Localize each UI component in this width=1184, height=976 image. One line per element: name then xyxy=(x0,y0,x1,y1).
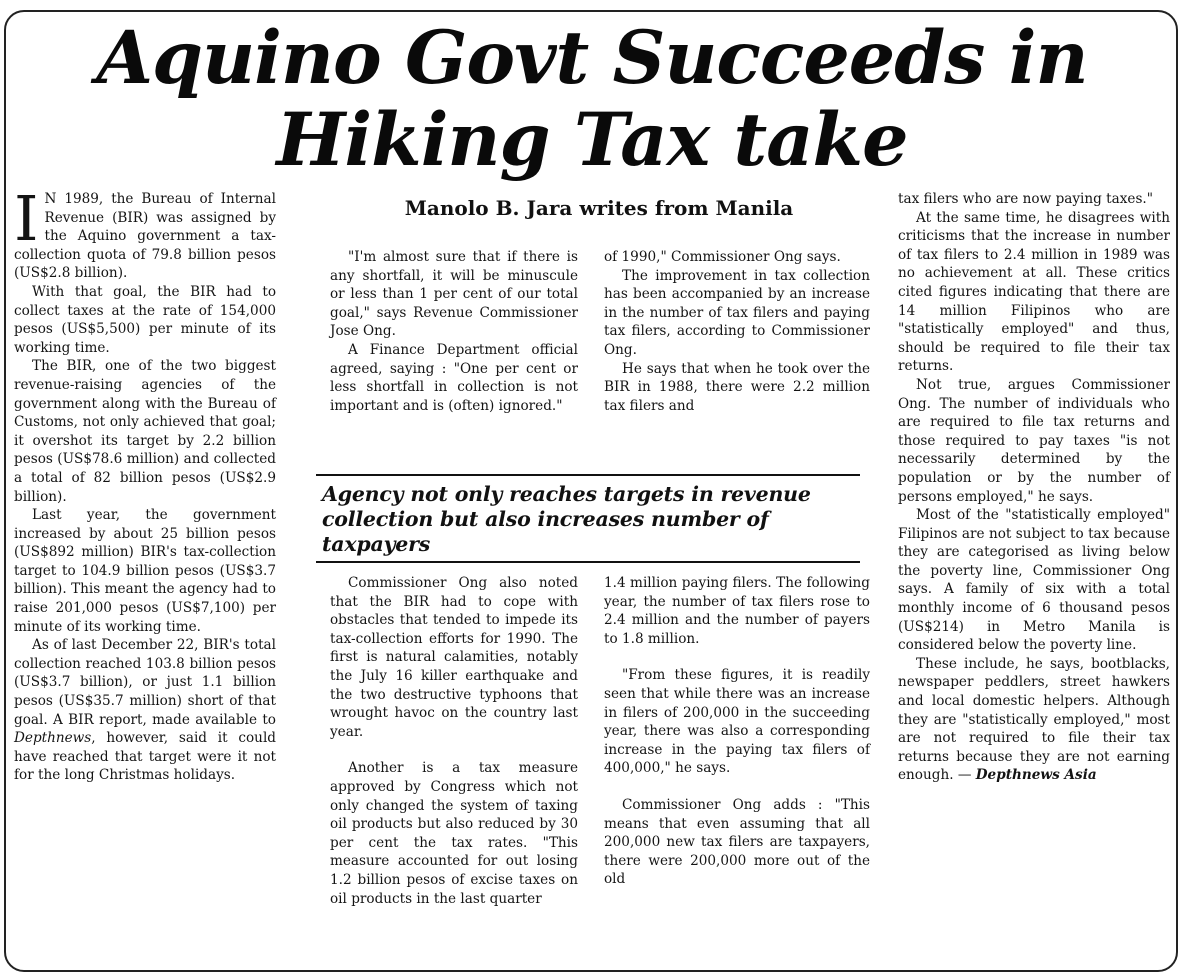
pull-quote xyxy=(316,474,860,563)
paragraph: A Finance Department official agreed, saying : "One per cent or less shortfall in collection is not important and is (often) ignored." xyxy=(330,341,578,414)
paragraph: of 1990," Commissioner Ong says. xyxy=(604,249,841,265)
column-2-top xyxy=(330,248,578,415)
paragraph xyxy=(14,636,276,785)
paragraph xyxy=(14,182,276,283)
column-3-bottom xyxy=(604,574,870,889)
paragraph: Another is a tax measure approved by Congress which not only changed the system of taxing oil products but also reduced by 30 per cent the tax rates. "This measure accounted for out losing 1.2 billion pesos of excise taxes on oil products in the last quarter xyxy=(330,760,578,907)
paragraph: "From these figures, it is readily seen that while there was an increase in filers of 200,000 in the succeeding year, there was also a corresponding increase in the paying tax filers of 400,000," he says. xyxy=(604,667,870,777)
paragraph-text: These include, he says, bootblacks, newspaper peddlers, street hawkers and local domestic helpers. Although they are "statistically employed," most are not required to file their tax returns because they are not earning enough. — xyxy=(898,655,1170,784)
headline-line-1: Aquino Govt Succeeds in xyxy=(96,15,1088,101)
paragraph-text: N 1989, the Bureau of Internal Revenue (BIR) was assigned by the Aquino government a tax-collection quota of 79.8 billion pesos (US$2.8 billion). xyxy=(14,191,276,282)
column-2-bottom xyxy=(330,574,578,908)
paragraph xyxy=(898,655,1170,785)
paragraph-text: , however, said it could have reached that target were it not for the long Christmas holidays. xyxy=(14,730,276,784)
pull-quote-rule-top xyxy=(316,474,860,476)
paragraph: Commissioner Ong adds : "This means that even assuming that all 200,000 new tax filers are taxpayers, there were 200,000 more out of the old xyxy=(604,796,870,888)
paragraph: Most of the "statistically employed" Filipinos are not subject to tax because they are categorised as living below the poverty line, Commissioner Ong says. A family of six with a total monthly income of 6 thousand pesos (US$214) in Metro Manila is considered below the poverty line. xyxy=(898,507,1170,654)
source-credit: Depthnews Asia xyxy=(975,767,1097,784)
paragraph: With that goal, the BIR had to collect taxes at the rate of 154,000 pesos (US$5,500) per minute of its working time. xyxy=(14,283,276,356)
paragraph: He says that when he took over the BIR in 1988, there were 2.2 million tax filers and xyxy=(604,360,870,414)
paragraph: The improvement in tax collection has been accompanied by an increase in the number of tax filers and paying tax filers, according to Commissioner Ong. xyxy=(604,267,870,358)
paragraph-text: As of last December 22, BIR's total collection reached 103.8 billion pesos (US$3.7 billion), or just 1.1 billion pesos (US$35.7 million) short of that goal. A BIR report, made available to xyxy=(14,637,276,728)
paragraph: 1.4 million paying filers. The following year, the number of tax filers rose to 2.4 million and the number of payers to 1.8 million. xyxy=(604,575,870,647)
column-1 xyxy=(14,182,276,785)
drop-cap: I xyxy=(14,182,39,255)
paragraph: Not true, argues Commissioner Ong. The number of individuals who are required to file tax returns and those required to pay taxes "is not necessarily determined by the population or by the number of persons employed," he says. xyxy=(898,376,1170,505)
headline-line-2: Hiking Tax take xyxy=(276,97,908,183)
paragraph: "I'm almost sure that if there is any shortfall, it will be minuscule or less than 1 per cent of our total goal," says Revenue Commissioner Jose Ong. xyxy=(330,249,578,340)
column-4 xyxy=(898,190,1170,785)
paragraph: At the same time, he disagrees with criticisms that the increase in number of tax filers to 2.4 million in 1989 was no achievement at all. These critics cited figures indicating that there are 14 million Filipinos who are "statistically employed" and thus, should be required to file their tax returns. xyxy=(898,209,1170,375)
pull-quote-rule-bottom xyxy=(316,561,860,563)
byline: Manolo B. Jara writes from Manila xyxy=(404,196,794,220)
source-name: Depthnews xyxy=(14,730,92,747)
paragraph: Commissioner Ong also noted that the BIR had to cope with obstacles that tended to impede its tax-collection efforts for 1990. The first is natural calamities, notably the July 16 killer earthquake and the two destructive typhoons that wrought havoc on the country last year. xyxy=(330,575,578,740)
column-3-top xyxy=(604,248,870,415)
paragraph: The BIR, one of the two biggest revenue-raising agencies of the government along with the Bureau of Customs, not only achieved that goal; it overshot its target by 2.2 billion pesos (US$78.6 million) and collected a total of 82 billion pesos (US$2.9 billion). xyxy=(14,358,276,505)
pull-quote-text: Agency not only reaches targets in revenue collection but also increases number of taxpayers xyxy=(322,482,811,556)
paragraph: tax filers who are now paying taxes." xyxy=(898,191,1154,207)
paragraph: Last year, the government increased by about 25 billion pesos (US$892 million) BIR's tax-collection target to 104.9 billion pesos (US$3.7 billion). This meant the agency had to raise 201,000 pesos (US$7,100) per minute of its working time. xyxy=(14,507,276,635)
